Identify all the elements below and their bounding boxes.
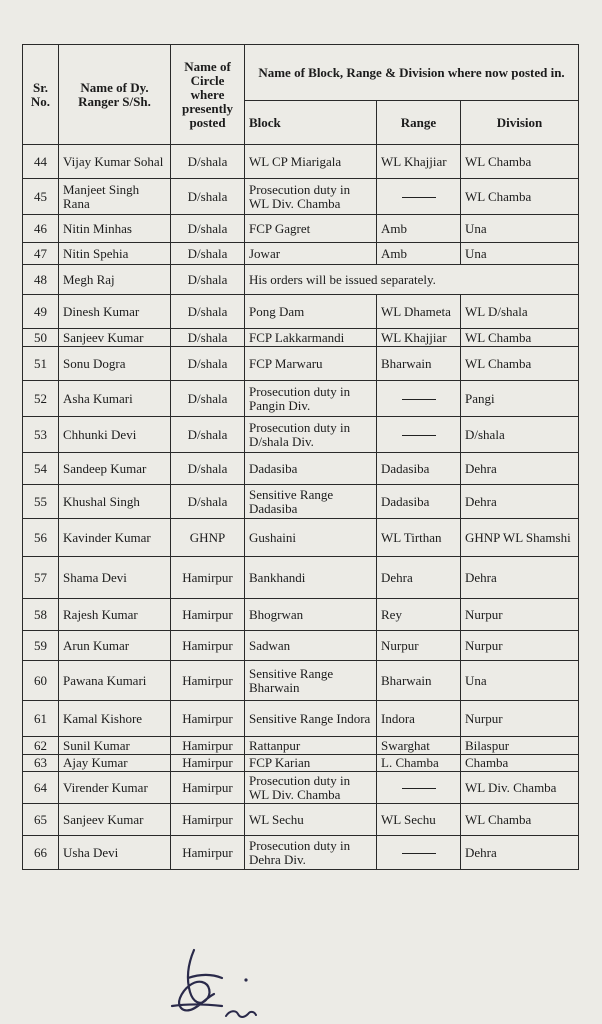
division-cell: Una <box>461 661 579 701</box>
circle-cell: Hamirpur <box>171 836 245 870</box>
name-cell: Manjeet Singh Rana <box>59 179 171 215</box>
division-cell: WL Chamba <box>461 145 579 179</box>
name-cell: Ajay Kumar <box>59 755 171 772</box>
name-cell: Sonu Dogra <box>59 347 171 381</box>
name-cell: Arun Kumar <box>59 631 171 661</box>
name-cell: Sunil Kumar <box>59 737 171 755</box>
header-range: Range <box>377 101 461 145</box>
range-cell: Rey <box>377 599 461 631</box>
sr-no-cell: 50 <box>23 329 59 347</box>
table-row <box>23 215 579 243</box>
circle-cell: Hamirpur <box>171 599 245 631</box>
circle-cell: Hamirpur <box>171 631 245 661</box>
block-cell: Jowar <box>245 243 377 265</box>
table-row <box>23 179 579 215</box>
table-row <box>23 701 579 737</box>
table-row <box>23 599 579 631</box>
division-cell: Chamba <box>461 755 579 772</box>
range-cell: Dadasiba <box>377 485 461 519</box>
sr-no-cell: 57 <box>23 557 59 599</box>
block-cell: Bhogrwan <box>245 599 377 631</box>
division-cell: Dehra <box>461 485 579 519</box>
table-row <box>23 347 579 381</box>
range-cell: L. Chamba <box>377 755 461 772</box>
range-cell: Dadasiba <box>377 453 461 485</box>
division-cell: Nurpur <box>461 701 579 737</box>
circle-cell: D/shala <box>171 381 245 417</box>
header-circle: Name of Circle where presently posted <box>171 45 245 145</box>
table-body <box>23 145 579 870</box>
range-cell: Bharwain <box>377 347 461 381</box>
division-cell: Dehra <box>461 453 579 485</box>
header-name: Name of Dy. Ranger S/Sh. <box>59 45 171 145</box>
range-cell: Indora <box>377 701 461 737</box>
circle-cell: GHNP <box>171 519 245 557</box>
division-cell: Bilaspur <box>461 737 579 755</box>
block-cell: Bankhandi <box>245 557 377 599</box>
name-cell: Kamal Kishore <box>59 701 171 737</box>
posting-table <box>22 44 579 870</box>
table-row <box>23 804 579 836</box>
table-row <box>23 737 579 755</box>
name-cell: Chhunki Devi <box>59 417 171 453</box>
circle-cell: D/shala <box>171 329 245 347</box>
division-cell: Nurpur <box>461 631 579 661</box>
circle-cell: Hamirpur <box>171 804 245 836</box>
division-cell: GHNP WL Shamshi <box>461 519 579 557</box>
circle-cell: D/shala <box>171 243 245 265</box>
division-cell: WL Chamba <box>461 179 579 215</box>
name-cell: Shama Devi <box>59 557 171 599</box>
blank-dash-line <box>402 399 436 400</box>
header-block: Block <box>245 101 377 145</box>
range-cell: Bharwain <box>377 661 461 701</box>
blank-dash-line <box>402 788 436 789</box>
circle-cell: D/shala <box>171 145 245 179</box>
block-cell: FCP Karian <box>245 755 377 772</box>
table-row <box>23 755 579 772</box>
sr-no-cell: 61 <box>23 701 59 737</box>
division-cell: Una <box>461 243 579 265</box>
sr-no-cell: 52 <box>23 381 59 417</box>
block-cell: WL Sechu <box>245 804 377 836</box>
sr-no-cell: 51 <box>23 347 59 381</box>
name-cell: Kavinder Kumar <box>59 519 171 557</box>
name-cell: Usha Devi <box>59 836 171 870</box>
table-row <box>23 519 579 557</box>
sr-no-cell: 58 <box>23 599 59 631</box>
table-row <box>23 557 579 599</box>
header-posting-group: Name of Block, Range & Division where now posted in. <box>245 45 579 101</box>
range-cell: WL Khajjiar <box>377 145 461 179</box>
table-row <box>23 145 579 179</box>
division-cell: Una <box>461 215 579 243</box>
circle-cell: D/shala <box>171 179 245 215</box>
block-cell: FCP Marwaru <box>245 347 377 381</box>
block-cell: Prosecution duty in WL Div. Chamba <box>245 179 377 215</box>
range-cell: Nurpur <box>377 631 461 661</box>
sr-no-cell: 60 <box>23 661 59 701</box>
sr-no-cell: 65 <box>23 804 59 836</box>
name-cell: Vijay Kumar Sohal <box>59 145 171 179</box>
range-cell: Amb <box>377 215 461 243</box>
range-cell: WL Dhameta <box>377 295 461 329</box>
block-cell: Sensitive Range Bharwain <box>245 661 377 701</box>
division-cell: Dehra <box>461 836 579 870</box>
sr-no-cell: 44 <box>23 145 59 179</box>
sr-no-cell: 48 <box>23 265 59 295</box>
division-cell: Dehra <box>461 557 579 599</box>
block-cell: Sadwan <box>245 631 377 661</box>
circle-cell: Hamirpur <box>171 737 245 755</box>
block-cell: FCP Lakkarmandi <box>245 329 377 347</box>
table-row <box>23 661 579 701</box>
header-sr-no: Sr. No. <box>23 45 59 145</box>
table-row <box>23 772 579 804</box>
header-division: Division <box>461 101 579 145</box>
name-cell: Virender Kumar <box>59 772 171 804</box>
range-cell-blank <box>377 836 461 870</box>
orders-note-cell: His orders will be issued separately. <box>245 265 579 295</box>
sr-no-cell: 56 <box>23 519 59 557</box>
circle-cell: D/shala <box>171 215 245 243</box>
block-cell: Sensitive Range Dadasiba <box>245 485 377 519</box>
division-cell: D/shala <box>461 417 579 453</box>
name-cell: Megh Raj <box>59 265 171 295</box>
circle-cell: Hamirpur <box>171 755 245 772</box>
table-header <box>23 45 579 145</box>
name-cell: Khushal Singh <box>59 485 171 519</box>
range-cell-blank <box>377 417 461 453</box>
range-cell: WL Sechu <box>377 804 461 836</box>
sr-no-cell: 62 <box>23 737 59 755</box>
table-row <box>23 329 579 347</box>
name-cell: Rajesh Kumar <box>59 599 171 631</box>
circle-cell: D/shala <box>171 347 245 381</box>
blank-dash-line <box>402 435 436 436</box>
division-cell: WL Chamba <box>461 804 579 836</box>
table-row <box>23 631 579 661</box>
range-cell-blank <box>377 772 461 804</box>
sr-no-cell: 47 <box>23 243 59 265</box>
name-cell: Sandeep Kumar <box>59 453 171 485</box>
range-cell: Amb <box>377 243 461 265</box>
division-cell: WL D/shala <box>461 295 579 329</box>
name-cell: Sanjeev Kumar <box>59 329 171 347</box>
division-cell: WL Chamba <box>461 329 579 347</box>
division-cell: WL Chamba <box>461 347 579 381</box>
range-cell: WL Khajjiar <box>377 329 461 347</box>
table-row <box>23 381 579 417</box>
block-cell: Prosecution duty in Pangin Div. <box>245 381 377 417</box>
sr-no-cell: 55 <box>23 485 59 519</box>
blank-dash-line <box>402 853 436 854</box>
table-row <box>23 417 579 453</box>
block-cell: Gushaini <box>245 519 377 557</box>
circle-cell: D/shala <box>171 295 245 329</box>
sr-no-cell: 66 <box>23 836 59 870</box>
blank-dash-line <box>402 197 436 198</box>
division-cell: Nurpur <box>461 599 579 631</box>
sr-no-cell: 49 <box>23 295 59 329</box>
range-cell: Dehra <box>377 557 461 599</box>
range-cell-blank <box>377 179 461 215</box>
block-cell: Sensitive Range Indora <box>245 701 377 737</box>
range-cell: WL Tirthan <box>377 519 461 557</box>
range-cell: Swarghat <box>377 737 461 755</box>
name-cell: Dinesh Kumar <box>59 295 171 329</box>
sr-no-cell: 64 <box>23 772 59 804</box>
block-cell: Prosecution duty in Dehra Div. <box>245 836 377 870</box>
sr-no-cell: 54 <box>23 453 59 485</box>
block-cell: Dadasiba <box>245 453 377 485</box>
circle-cell: D/shala <box>171 417 245 453</box>
circle-cell: Hamirpur <box>171 661 245 701</box>
table-row <box>23 265 579 295</box>
division-cell: Pangi <box>461 381 579 417</box>
name-cell: Asha Kumari <box>59 381 171 417</box>
block-cell: Pong Dam <box>245 295 377 329</box>
table-row <box>23 243 579 265</box>
sr-no-cell: 45 <box>23 179 59 215</box>
sr-no-cell: 63 <box>23 755 59 772</box>
name-cell: Pawana Kumari <box>59 661 171 701</box>
block-cell: WL CP Miarigala <box>245 145 377 179</box>
circle-cell: D/shala <box>171 265 245 295</box>
table-row <box>23 453 579 485</box>
block-cell: Prosecution duty in D/shala Div. <box>245 417 377 453</box>
table-row <box>23 295 579 329</box>
range-cell-blank <box>377 381 461 417</box>
circle-cell: D/shala <box>171 485 245 519</box>
block-cell: FCP Gagret <box>245 215 377 243</box>
circle-cell: Hamirpur <box>171 557 245 599</box>
sr-no-cell: 59 <box>23 631 59 661</box>
signature-icon <box>160 944 270 1024</box>
name-cell: Nitin Minhas <box>59 215 171 243</box>
sr-no-cell: 46 <box>23 215 59 243</box>
block-cell: Rattanpur <box>245 737 377 755</box>
division-cell: WL Div. Chamba <box>461 772 579 804</box>
circle-cell: Hamirpur <box>171 701 245 737</box>
block-cell: Prosecution duty in WL Div. Chamba <box>245 772 377 804</box>
name-cell: Sanjeev Kumar <box>59 804 171 836</box>
sr-no-cell: 53 <box>23 417 59 453</box>
table-row <box>23 836 579 870</box>
name-cell: Nitin Spehia <box>59 243 171 265</box>
circle-cell: D/shala <box>171 453 245 485</box>
circle-cell: Hamirpur <box>171 772 245 804</box>
table-row <box>23 485 579 519</box>
